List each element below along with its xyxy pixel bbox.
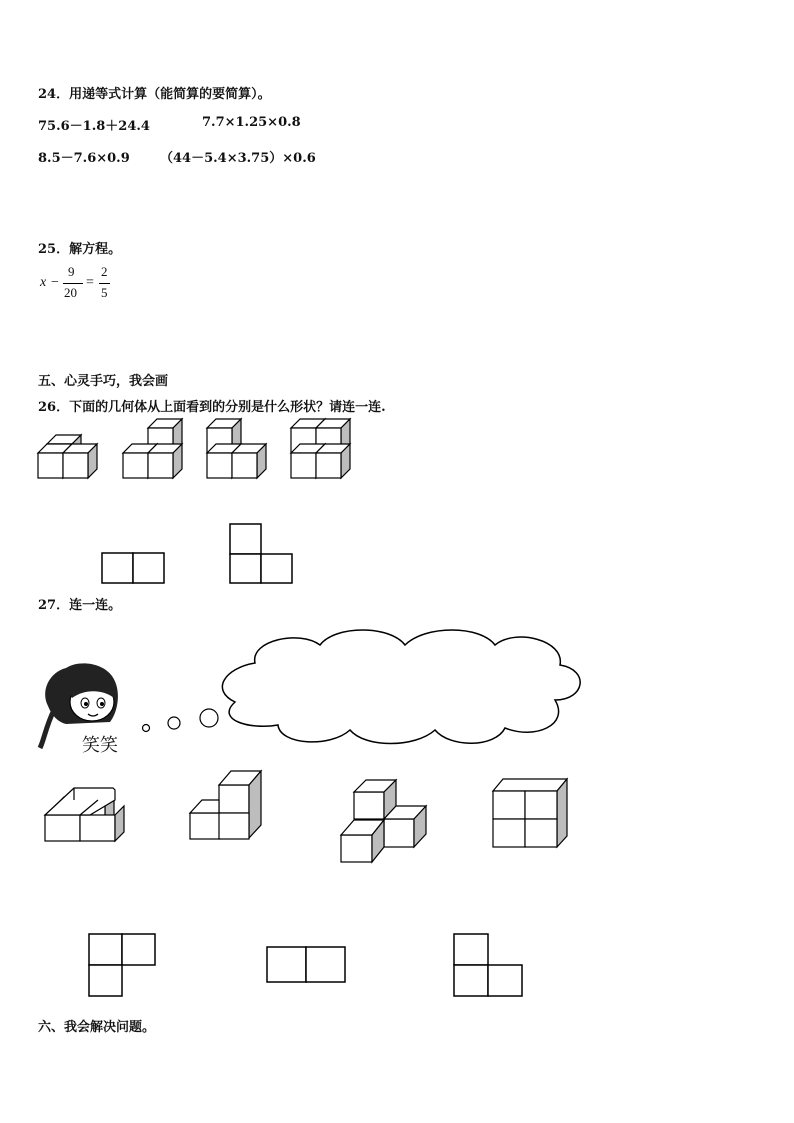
q24-expression-3: 8.5－7.6×0.9 — [38, 151, 130, 166]
fraction-1-numerator: 9 — [68, 264, 75, 279]
q27-solid-3 — [341, 780, 426, 862]
fraction-1-denominator: 20 — [64, 285, 77, 300]
q24-expression-4: （44－5.4×3.75）×0.6 — [160, 151, 316, 166]
equation-equals: = — [86, 275, 94, 290]
thought-bubble — [143, 630, 581, 744]
section-6-heading: 六、我会解决问题。 — [38, 1020, 156, 1035]
q26-solid-3 — [207, 419, 266, 478]
equation-variable: x — [40, 275, 47, 290]
q27-solid-2 — [190, 771, 261, 839]
q26-top-view-2 — [230, 524, 292, 583]
q27-top-view-3 — [454, 934, 522, 996]
section-5-heading: 五、心灵手巧，我会画 — [38, 374, 169, 389]
girl-name-label: 笑笑 — [82, 735, 118, 756]
q24-expression-1: 75.6－1.8＋24.4 — [38, 119, 150, 134]
fraction-2-numerator: 2 — [101, 264, 108, 279]
q27-solid-1 — [45, 788, 124, 841]
q24-heading: 24．用递等式计算（能简算的要简算）。 — [38, 87, 271, 102]
girl-illustration — [40, 663, 118, 748]
q26-heading: 26．下面的几何体从上面看到的分别是什么形状？请连一连. — [38, 400, 386, 415]
q27-top-view-1 — [89, 934, 155, 996]
q26-solid-2 — [123, 419, 182, 478]
q26-solid-1 — [38, 435, 97, 478]
q25-heading: 25．解方程。 — [38, 242, 122, 257]
q26-solid-4 — [291, 419, 350, 478]
q27-solid-4 — [493, 779, 567, 847]
fraction-2-denominator: 5 — [101, 285, 108, 300]
q27-top-view-2 — [267, 947, 345, 982]
q27-heading: 27．连一连。 — [38, 598, 122, 613]
q26-top-view-1 — [102, 553, 164, 583]
equation-minus: − — [51, 275, 59, 290]
q24-expression-2: 7.7×1.25×0.8 — [202, 115, 301, 130]
